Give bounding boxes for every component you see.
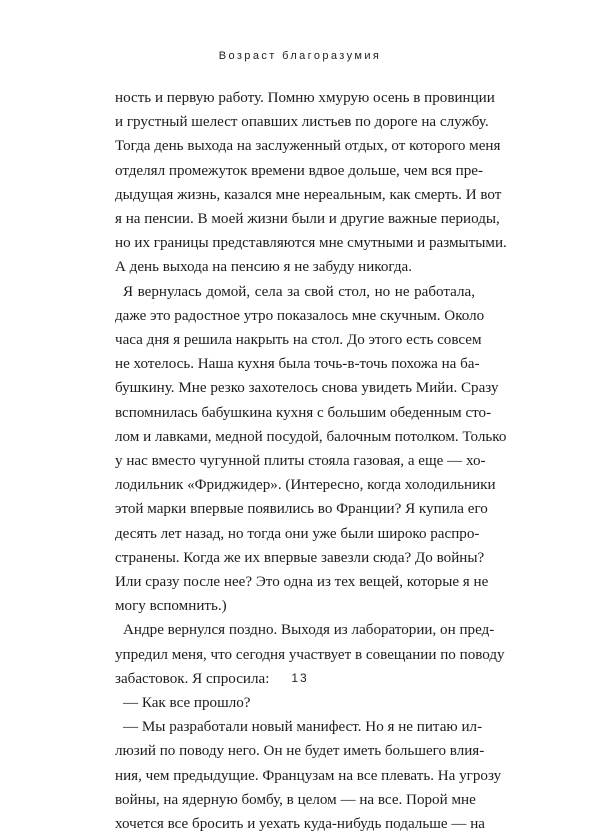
text-line: отделял промежуток времени вдвое дольше, чем вся пре- [115, 162, 484, 179]
text-line: войны, на ядерную бомбу, в целом — на все. Порой мне [115, 791, 476, 808]
body-text [115, 86, 507, 836]
running-head: Возраст благоразумия [218, 50, 382, 62]
text-line: забастовок. Я спросила: [115, 670, 270, 687]
text-line: Андре вернулся поздно. Выходя из лаборатории, он пред- [123, 622, 495, 639]
text-line: упредил меня, что сегодня участвует в совещании по поводу [115, 646, 505, 663]
text-line: хочется все бросить и уехать куда-нибудь подальше — на [115, 816, 485, 833]
text-line: лом и лавками, медной посудой, балочным потолком. Только [115, 428, 507, 445]
text-line: люзий по поводу него. Он не будет иметь большего влия- [115, 743, 485, 760]
text-line: но их границы представляются мне смутными и размытыми. [115, 235, 507, 252]
text-line: вспомнилась бабушкина кухня с большим обеденным сто- [115, 404, 492, 421]
text-line: странены. Когда же их впервые завезли сюда? До войны? [115, 549, 485, 566]
text-line: — Как все прошло? [123, 695, 251, 712]
text-line: не хотелось. Наша кухня была точь-в-точь похожа на ба- [115, 356, 480, 373]
text-line: часа дня я решила накрыть на стол. До этого есть совсем [115, 332, 482, 349]
text-line: и грустный шелест опавших листьев по дороге на службу. [115, 114, 489, 131]
text-line: я на пенсии. В моей жизни были и другие важные периоды, [115, 211, 500, 228]
text-line: лодильник «Фриджидер». (Интересно, когда холодильники [115, 477, 496, 494]
text-line: Тогда день выхода на заслуженный отдых, от которого меня [115, 138, 501, 155]
text-line: у нас вместо чугунной плиты стояла газовая, а еще — хо- [115, 453, 486, 470]
text-line: десять лет назад, но тогда они уже были широко распро- [115, 525, 480, 542]
text-line: даже это радостное утро показалось мне скучным. Около [115, 307, 485, 324]
text-line: — Мы разработали новый манифест. Но я не питаю ил- [123, 719, 483, 736]
text-line: могу вспомнить.) [115, 598, 227, 615]
text-line: дыдущая жизнь, казался мне нереальным, как смерть. И вот [115, 186, 502, 203]
text-line: ность и первую работу. Помню хмурую осень в провинции [115, 90, 495, 106]
text-line: бушкину. Мне резко захотелось снова увидеть Мийи. Сразу [115, 380, 499, 397]
text-line: ния, чем предыдущие. Французам на все плевать. На угрозу [115, 767, 502, 784]
page-number: 13 [291, 671, 309, 685]
text-line: Я вернулась домой, села за свой стол, но не работала, [123, 283, 475, 300]
text-line: этой марки впервые появились во Франции? Я купила его [115, 501, 488, 518]
text-line: Или сразу после нее? Это одна из тех вещей, которые я не [115, 574, 489, 591]
text-line: А день выхода на пенсию я не забуду никогда. [115, 259, 413, 276]
